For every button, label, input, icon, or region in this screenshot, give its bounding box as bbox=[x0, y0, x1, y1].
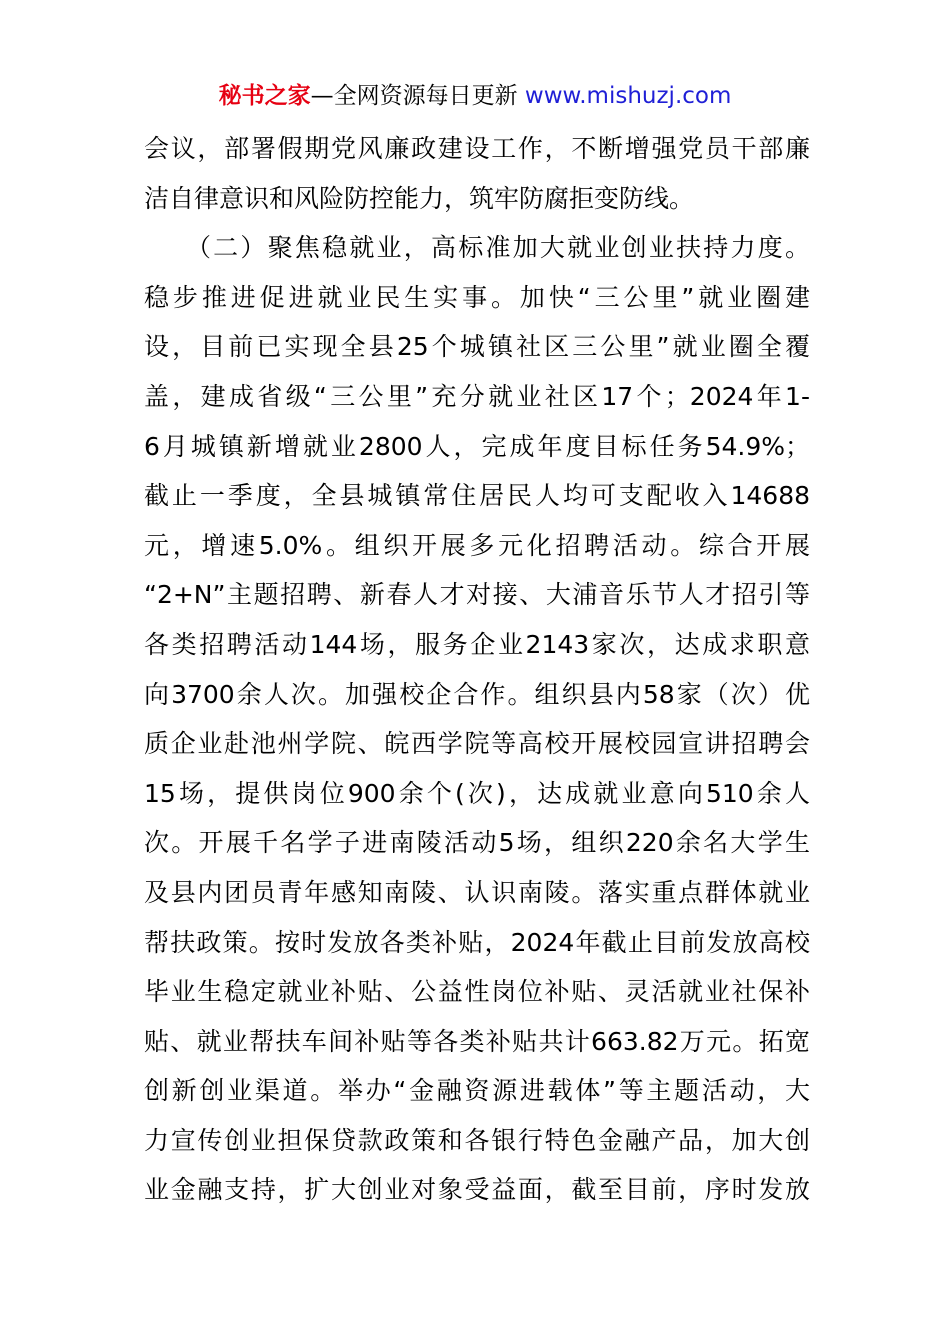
text-line: 贴、就业帮扶车间补贴等各类补贴共计663.82万元。拓宽 bbox=[144, 1026, 810, 1056]
brand-name: 秘书之家 bbox=[218, 83, 311, 109]
text-line: 各类招聘活动144场，服务企业2143家次，达成求职意 bbox=[144, 629, 810, 659]
document-body bbox=[144, 124, 810, 1215]
text-line: 质企业赴池州学院、皖西学院等高校开展校园宣讲招聘会 bbox=[144, 729, 810, 759]
text-line: 盖，建成省级“三公里”充分就业社区17个；2024年1- bbox=[144, 381, 810, 411]
text-line: 次。开展千名学子进南陵活动5场，组织220余名大学生 bbox=[144, 828, 810, 858]
section-heading-line: （二）聚焦稳就业，高标准加大就业创业扶持力度。 bbox=[144, 233, 810, 263]
text-line: 会议，部署假期党风廉政建设工作，不断增强党员干部廉 bbox=[144, 134, 810, 163]
text-line: 洁自律意识和风险防控能力，筑牢防腐拒变防线。 bbox=[144, 183, 695, 213]
site-header bbox=[0, 78, 950, 114]
text-line: 业金融支持，扩大创业对象受益面，截至目前，序时发放 bbox=[144, 1175, 810, 1205]
text-line: 元，增速5.0%。组织开展多元化招聘活动。综合开展 bbox=[144, 530, 810, 560]
text-line: “2+N”主题招聘、新春人才对接、大浦音乐节人才招引等 bbox=[144, 580, 810, 610]
text-line: 截止一季度，全县城镇常住居民人均可支配收入14688 bbox=[144, 481, 810, 511]
text-line: 及县内团员青年感知南陵、认识南陵。落实重点群体就业 bbox=[144, 877, 810, 907]
text-line: 力宣传创业担保贷款政策和各银行特色金融产品，加大创 bbox=[144, 1125, 810, 1155]
text-line: 6月城镇新增就业2800人，完成年度目标任务54.9%； bbox=[144, 431, 810, 461]
text-line: 帮扶政策。按时发放各类补贴，2024年截止目前发放高校 bbox=[144, 927, 810, 957]
header-tagline: —全网资源每日更新 bbox=[310, 83, 525, 109]
text-line: 毕业生稳定就业补贴、公益性岗位补贴、灵活就业社保补 bbox=[144, 977, 810, 1007]
text-line: 设，目前已实现全县25个城镇社区三公里”就业圈全覆 bbox=[144, 332, 810, 362]
text-line: 15场，提供岗位900余个(次)，达成就业意向510余人 bbox=[144, 778, 810, 808]
text-line: 稳步推进促进就业民生实事。加快“三公里”就业圈建 bbox=[144, 282, 810, 312]
text-line: 创新创业渠道。举办“金融资源进载体”等主题活动，大 bbox=[144, 1076, 810, 1106]
text-line: 向3700余人次。加强校企合作。组织县内58家（次）优 bbox=[144, 679, 810, 709]
site-url-link[interactable]: www.mishuzj.com bbox=[524, 83, 732, 109]
